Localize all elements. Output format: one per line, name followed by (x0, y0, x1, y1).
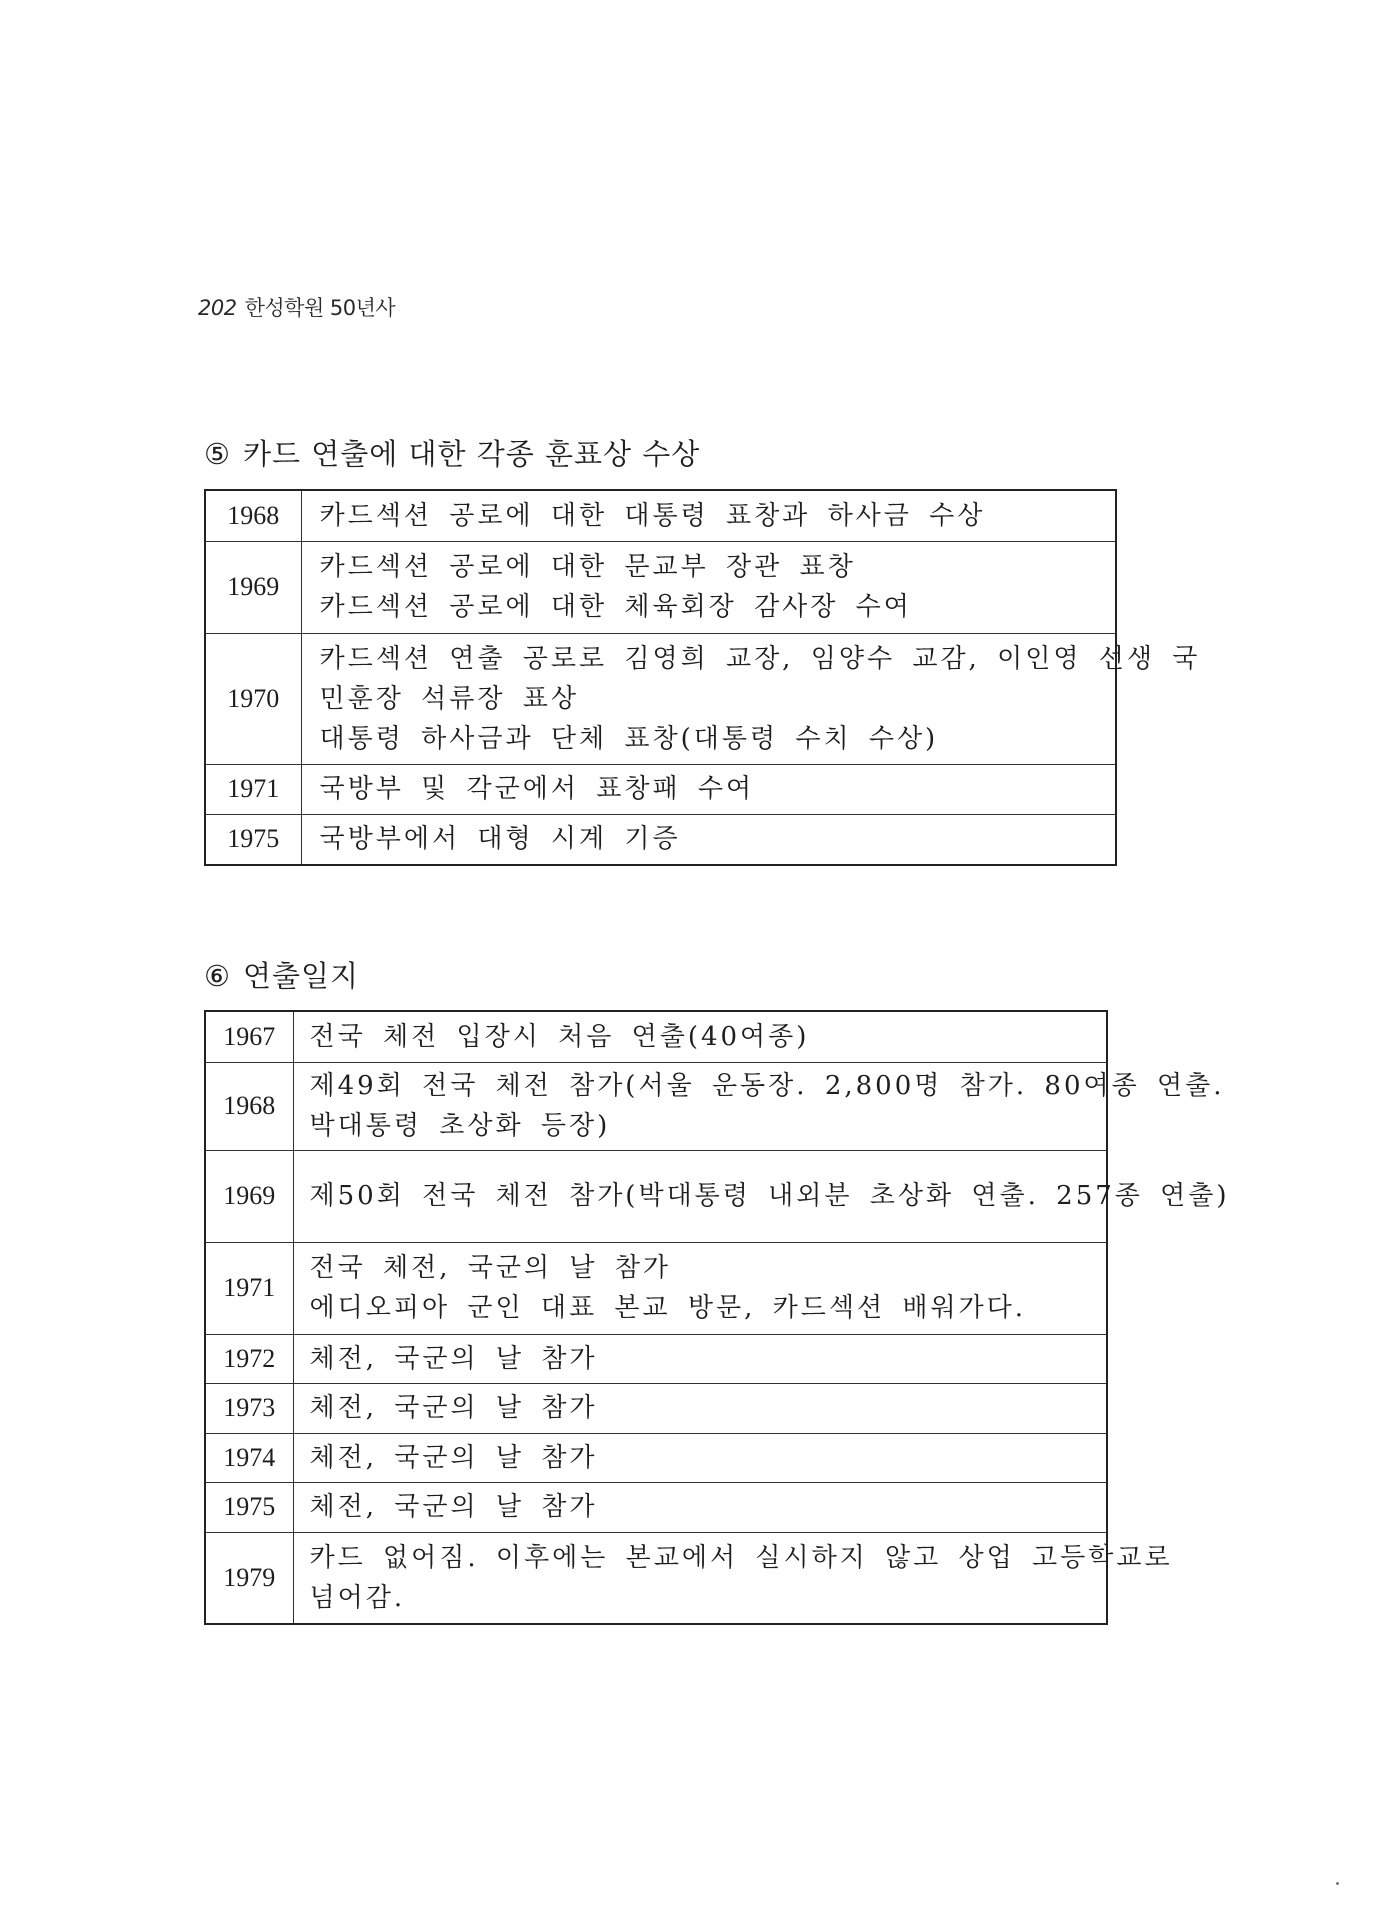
table-row (205, 633, 1116, 764)
description-cell (293, 1532, 1173, 1624)
table-row (205, 1062, 1107, 1150)
description-line: 전국 체전, 국군의 날 참가 (309, 1253, 671, 1283)
description-line: 전국 체전 입장시 처음 연출(40여종) (309, 1021, 810, 1052)
awards-section-title (204, 432, 700, 473)
table-row (205, 1011, 1107, 1062)
year-cell: 1972 (205, 1334, 293, 1383)
section-title-text: 카드 연출에 대한 각종 훈표상 수상 (243, 437, 701, 471)
table-row (205, 541, 1116, 633)
description-line: 제50회 전국 체전 참가(박대통령 내외분 초상화 연출. 257종 연출) (309, 1181, 1230, 1211)
description-cell (293, 1334, 1107, 1383)
description-line: 카드섹션 공로에 대한 대통령 표창과 하사금 수상 (319, 500, 986, 531)
description-cell (293, 1383, 1107, 1433)
description-line: 넘어감. (309, 1582, 406, 1613)
year-cell: 1975 (205, 1482, 293, 1532)
section-number: ⑥ (204, 959, 231, 993)
year-cell: 1973 (205, 1383, 293, 1433)
year-cell: 1968 (205, 1062, 293, 1150)
description-line: 국방부에서 대형 시계 기증 (319, 824, 681, 855)
year-cell: 1970 (205, 633, 301, 764)
section-title-text: 연출일지 (243, 959, 360, 993)
description-line: 대통령 하사금과 단체 표창(대통령 수치 수상) (319, 723, 939, 754)
table-row (205, 1383, 1107, 1433)
table-row (205, 1532, 1107, 1624)
description-line: 카드섹션 공로에 대한 체육회장 감사장 수여 (319, 592, 912, 622)
year-cell: 1979 (205, 1532, 293, 1624)
description-cell (293, 1433, 1107, 1482)
year-cell: 1975 (205, 814, 301, 865)
section-number: ⑤ (204, 437, 231, 471)
year-cell: 1971 (205, 1242, 293, 1334)
table-row (205, 1334, 1107, 1383)
year-cell: 1969 (205, 1150, 293, 1242)
description-line: 에디오피아 군인 대표 본교 방문, 카드섹션 배워가다. (309, 1293, 1027, 1323)
description-line: 국방부 및 각군에서 표창패 수여 (319, 774, 755, 804)
table-row (205, 814, 1116, 865)
year-cell: 1971 (205, 764, 301, 814)
description-cell (301, 764, 1116, 814)
table-row (205, 1433, 1107, 1482)
log-section-title (204, 954, 359, 995)
description-cell (293, 1062, 1225, 1150)
table-row (205, 1482, 1107, 1532)
description-cell (293, 1242, 1107, 1334)
running-head (198, 292, 395, 322)
description-cell (301, 814, 1116, 865)
description-line: 체전, 국군의 날 참가 (309, 1442, 598, 1473)
year-cell: 1974 (205, 1433, 293, 1482)
description-cell (301, 541, 1116, 633)
description-cell (293, 1150, 1230, 1242)
description-cell (293, 1482, 1107, 1532)
table-row (205, 764, 1116, 814)
description-line: 박대통령 초상화 등장) (309, 1111, 611, 1141)
log-table (204, 1010, 1230, 1625)
year-cell: 1968 (205, 490, 301, 541)
description-line: 카드 없어짐. 이후에는 본교에서 실시하지 않고 상업 고등학교로 (309, 1542, 1173, 1573)
table-row (205, 1242, 1107, 1334)
description-line: 카드섹션 연출 공로로 김영희 교장, 임양수 교감, 이인영 선생 국 (319, 643, 1201, 674)
book-title: 한성학원 50년사 (244, 296, 396, 320)
description-line: 제49회 전국 체전 참가(서울 운동장. 2,800명 참가. 80여종 연출. (309, 1071, 1225, 1101)
table-row (205, 490, 1116, 541)
year-cell: 1967 (205, 1011, 293, 1062)
table-row (205, 1150, 1107, 1242)
awards-table (204, 489, 1201, 866)
description-line: 체전, 국군의 날 참가 (309, 1492, 598, 1522)
scan-speck (1336, 1882, 1339, 1885)
page-number: 202 (198, 296, 237, 320)
year-cell: 1969 (205, 541, 301, 633)
description-cell (293, 1011, 1107, 1062)
description-line: 체전, 국군의 날 참가 (309, 1343, 598, 1374)
description-cell (301, 490, 1116, 541)
description-line: 카드섹션 공로에 대한 문교부 장관 표창 (319, 552, 856, 582)
description-line: 민훈장 석류장 표상 (319, 683, 579, 714)
description-cell (301, 633, 1201, 764)
description-line: 체전, 국군의 날 참가 (309, 1393, 598, 1423)
